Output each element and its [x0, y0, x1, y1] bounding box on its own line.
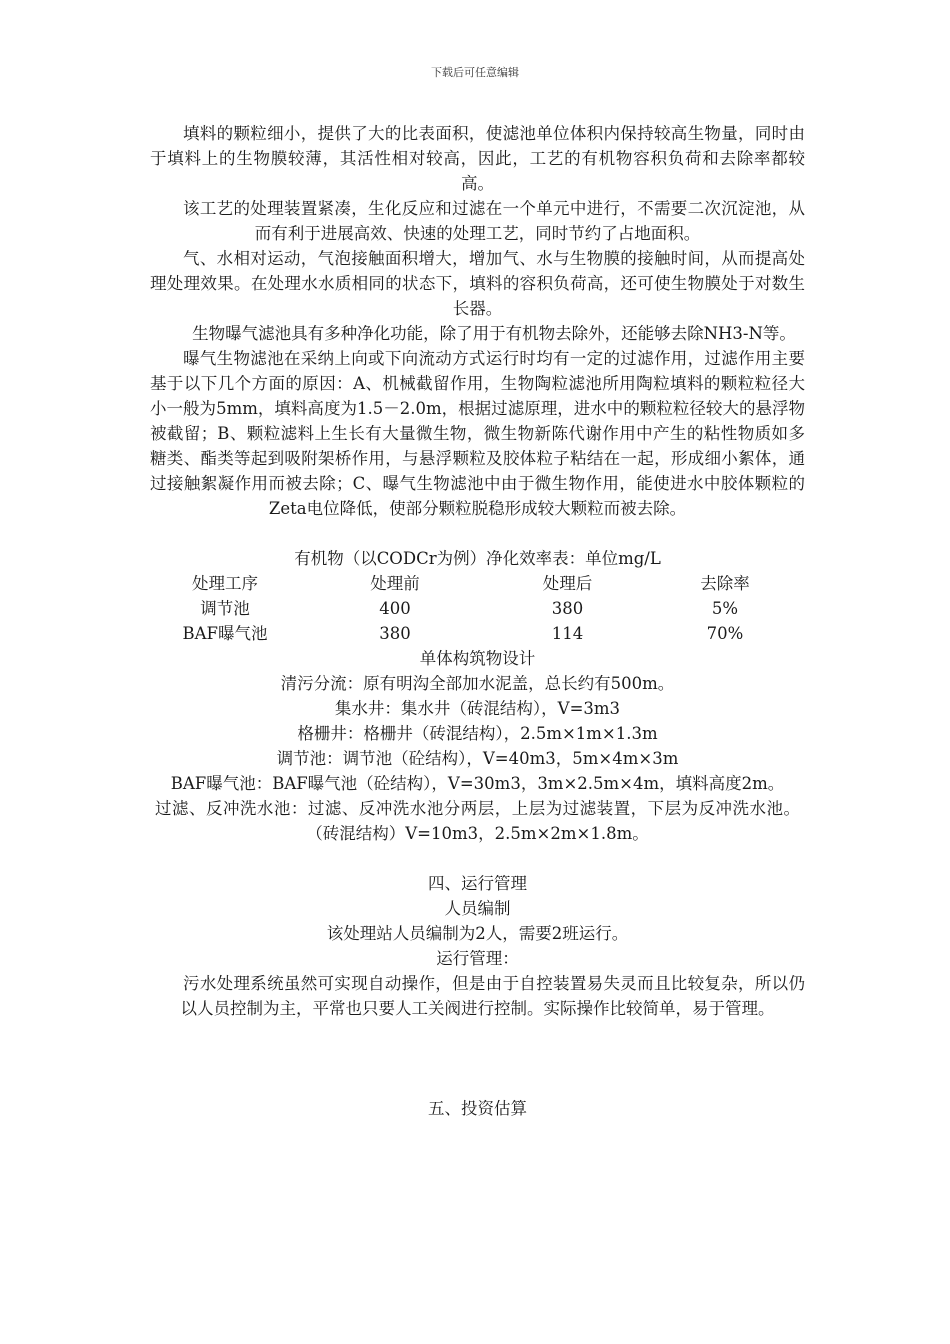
- table-header-cell: 处理前: [370, 574, 420, 593]
- paragraph-gas-water: 气、水相对运动，气泡接触面积增大，增加气、水与生物膜的接触时间，从而提高处理处理效果。在处理水水质相同的状态下，填料的容积负荷高，还可使生物膜处于对数生长器。: [150, 249, 805, 318]
- section-5-title: 五、投资估算: [428, 1099, 527, 1118]
- design-item: 集水井：集水井（砖混结构），V=3m3: [334, 699, 621, 718]
- page-header: 下载后可任意编辑: [431, 66, 519, 79]
- staffing-title: 人员编制: [444, 899, 511, 918]
- table-row: [150, 596, 805, 621]
- ops-title: 运行管理：: [436, 949, 519, 968]
- design-item: 调节池：调节池（砼结构），V=40m3，5m×4m×3m: [276, 749, 679, 768]
- paragraph-compact: 该工艺的处理装置紧凑，生化反应和过滤在一个单元中进行，不需要二次沉淀池，从而有利于进展高效、快速的处理工艺，同时节约了占地面积。: [183, 199, 805, 243]
- table-caption: 有机物（以CODCr为例）净化效率表：单位mg/L: [294, 549, 661, 568]
- design-item: BAF曝气池：BAF曝气池（砼结构），V=30m3，3m×2.5m×4m，填料高度2m。: [170, 774, 785, 793]
- table-cell: 5%: [711, 599, 739, 618]
- table-cell: BAF曝气池: [182, 624, 268, 643]
- table-cell: 114: [551, 624, 584, 643]
- design-item: 清污分流：原有明沟全部加水泥盖，总长约有500m。: [280, 674, 675, 693]
- design-item: 格栅井：格栅井（砖混结构），2.5m×1m×1.3m: [297, 724, 658, 743]
- table-row: [150, 621, 805, 646]
- table-cell: 400: [379, 599, 411, 618]
- table-cell: 380: [379, 624, 411, 643]
- document-body: [150, 121, 805, 1121]
- paragraph-filtration: 曝气生物滤池在采纳上向或下向流动方式运行时均有一定的过滤作用，过滤作用主要基于以下几个方面的原因：A、机械截留作用，生物陶粒滤池所用陶粒填料的颗粒粒径大小一般为5mm，填料高度为1.5－2.0m，根据过滤原理，进水中的颗粒粒径较大的悬浮物被截留；B、颗粒滤料上生长有大量微生物，微生物新陈代谢作用中产生的粘性物质如多糖类、酯类等起到吸附架桥作用，与悬浮颗粒及胶体粒子粘结在一起，形成细小絮体，通过接触絮凝作用而被去除；C、曝气生物滤池中由于微生物作用，能使进水中胶体颗粒的Zeta电位降低，使部分颗粒脱稳形成较大颗粒而被去除。: [150, 349, 805, 518]
- table-header-cell: 去除率: [700, 574, 750, 593]
- design-item: 过滤、反冲洗水池：过滤、反冲洗水池分两层，上层为过滤装置，下层为反冲洗水池。（砖混结构）V=10m3，2.5m×2m×1.8m。: [155, 799, 800, 843]
- table-header-cell: 处理后: [542, 574, 593, 593]
- table-header-cell: 处理工序: [192, 574, 258, 593]
- section-4-title: 四、运行管理: [428, 874, 527, 893]
- paragraph-filler: 填料的颗粒细小，提供了大的比表面积，使滤池单位体积内保持较高生物量，同时由于填料上的生物膜较薄，其活性相对较高，因此，工艺的有机物容积负荷和去除率都较高。: [150, 124, 805, 193]
- efficiency-table: [150, 571, 805, 646]
- table-cell: 调节池: [200, 599, 250, 618]
- design-title: 单体构筑物设计: [419, 649, 536, 668]
- staffing-text: 该处理站人员编制为2人，需要2班运行。: [326, 924, 629, 943]
- ops-text: 污水处理系统虽然可实现自动操作，但是由于自控装置易失灵而且比较复杂，所以仍以人员控制为主，平常也只要人工关阀进行控制。实际操作比较简单，易于管理。: [180, 974, 805, 1018]
- table-header-row: [150, 571, 805, 596]
- table-cell: 70%: [706, 624, 744, 643]
- paragraph-functions: 生物曝气滤池具有多种净化功能，除了用于有机物去除外，还能够去除NH3-N等。: [192, 324, 796, 343]
- table-cell: 380: [551, 599, 584, 618]
